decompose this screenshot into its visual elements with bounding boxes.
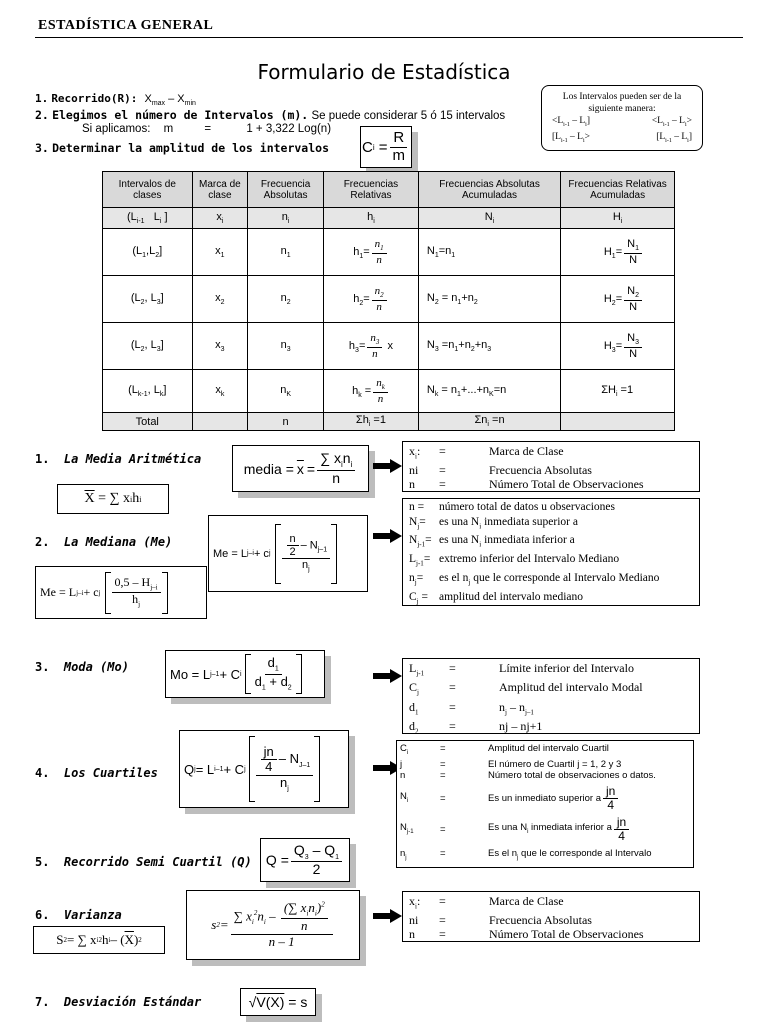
- table-header-row: Intervalos de clases Marca de clase Frecuencia Absolutas Frecuencias Relativas Frecuencias Absolutas Acumuladas Frecuencias Relativas Acumuladas: [103, 172, 675, 208]
- arrow-icon: [373, 670, 403, 682]
- varianza-definitions: $x_i$: = Marca de Clase ni = Frecuencia Absolutas n = Número Total de Observaciones: [402, 891, 700, 942]
- item-2-label: Elegimos el número de Intervalos (m).: [52, 108, 309, 122]
- mediana-formula-alt: Me = L j–i + c j $\frac{0,5 - H_{j-i}}{h_j}$: [35, 566, 207, 619]
- mediana-definitions: n = número total de datos u observaciones $N_j=$ es una $N_i$ inmediata superior a $N_{j-1}=$ es una $N_i$ inmediata inferior a $L_{j-1}=$ extremo inferior del Intervalo Mediano $n_j=$ es el $n_j$ que le corresponde al Intervalo Mediano $C_j$ = amplitud del intervalo mediano: [402, 498, 700, 606]
- item-1-number: 1.: [35, 92, 49, 105]
- media-formula: media = $\overline{x}$ = $\frac{\sum x_in_i}{n}$: [232, 445, 369, 492]
- desviacion-formula: √ V(X) = s: [240, 988, 316, 1016]
- table-total-row: Total n $\Sigma h_i =1$ $\Sigma n_i =n$: [103, 413, 675, 431]
- semicuartil-formula: Q = $\frac{Q_3 - Q_1}{2}$: [260, 838, 350, 882]
- frequency-table: [102, 171, 675, 431]
- table-row: ($L_2$, $L_3$] $x_3$ $n_3$ $h_3=$ $\frac{n_3}{n}$ x $N_3 =n_1+n_2+n_3$ $H_3=$ $\frac{N_3}{N}$: [103, 323, 675, 370]
- section-mediana: 2. La Mediana (Me): [35, 535, 173, 549]
- section-varianza: 6. Varianza: [35, 908, 122, 922]
- arrow-icon: [373, 910, 403, 922]
- table-row: $(L_1,L_2]$ $x_1$ $n_1$ $h_1=$ $\frac{n_1}{n}$ $N_1=n_1$ $H_1=$ $\frac{N_1}{N}$: [103, 229, 675, 276]
- cuartiles-definitions: $C_i$ = Amplitud del intervalo Cuartil j = El número de Cuartil j = 1, 2 y 3 n = Número total de observaciones o datos. $N_i$ = Es un inmediato superior a $\frac{jn}{4}$ $N_{j-1}$ = Es una $N_i$ inmediata inferior a $\frac{jn}{4}$ $n_j$ = Es el $n_j$ que le corresponde al Intervalo: [396, 740, 694, 868]
- table-symbol-row: ($L_{i-1}$ $L_i$ ] $x_i$ $n_i$ $h_i$ $N_i$ $H_i$: [103, 208, 675, 229]
- page-title: Formulario de Estadística: [257, 60, 511, 84]
- moda-formula: Mo = L j–1 + C i $\frac{d_1}{d_1 + d_2}$: [165, 650, 325, 698]
- mediana-formula: Me = L j–i + c j $\frac{n}{2}$ – $N_{j-1}$ $n_j$: [208, 515, 368, 592]
- section-media: 1. La Media Aritmética: [35, 452, 202, 466]
- item-1: [35, 92, 196, 107]
- header-title: ESTADÍSTICA GENERAL: [38, 18, 214, 33]
- section-desviacion: 7. Desviación Estándar: [35, 995, 202, 1009]
- arrow-icon: [373, 460, 403, 472]
- section-cuartiles: 4. Los Cuartiles: [35, 766, 158, 780]
- moda-definitions: $L_{j-1}$ = Límite inferior del Intervalo $C_j$ = Amplitud del intervalo Modal $d_1$ = $n_j - n_{j-1}$ $d_2$ = nj – nj+1: [402, 658, 700, 734]
- media-formula-alt: $\overline{X}$ = ∑ x i h i: [57, 484, 169, 514]
- section-moda: 3. Moda (Mo): [35, 660, 129, 674]
- item-3-label: Determinar la amplitud de los intervalos: [52, 141, 330, 155]
- amplitude-formula: C i = $\frac{R}{m}$: [360, 126, 412, 168]
- item-2-sub: Si aplicamos: m = 1 + 3,322 Log(n): [82, 123, 332, 135]
- cuartiles-formula: Q j = L i–1 + C j $\frac{jn}{4}$ – $N_{J-1}$ $n_j$: [179, 730, 349, 808]
- media-definitions: $x_i$: = Marca de Clase ni = Frecuencia Absolutas n = Número Total de Observaciones: [402, 441, 700, 492]
- item-2: [35, 108, 505, 122]
- item-3: [35, 141, 329, 155]
- section-semicuartil: 5. Recorrido Semi Cuartil (Q): [35, 855, 252, 869]
- item-3-number: 3.: [35, 141, 49, 155]
- arrow-icon: [373, 530, 403, 542]
- table-row: ($L_2$, $L_3$] $x_2$ $n_2$ $h_2=$ $\frac{n_2}{n}$ $N_2 = n_1+n_2$ $H_2=$ $\frac{N_2}{N}$: [103, 276, 675, 323]
- header-rule: [35, 37, 743, 38]
- item-2-number: 2.: [35, 108, 49, 122]
- varianza-formula: s 2 = ∑ $x_i^2n_i$ – $\frac{(\sum x_in_i)^2}{n}$ n – 1: [186, 890, 360, 960]
- interval-types-note: Los Intervalos pueden ser de la siguiente manera: $<L_{i-1} - L_i$] $<L_{i-1} - L_i>$ [$L_{i-1} - L_i>$ $[L_{i-1} - L_i]$: [541, 85, 703, 151]
- item-2-text: Se puede considerar 5 ó 15 intervalos: [311, 110, 506, 122]
- table-row: ($L_{k-1}$, $L_k$] $x_k$ $n_K$ $h_k$ = $\frac{n_k}{n}$ $N_k = n_1+...+n_K=n$ $\Sigma H_i =1$: [103, 370, 675, 413]
- varianza-formula-alt: S 2 = ∑ x i 2 h i – ( $\overline{X}$ ) 2: [33, 926, 165, 954]
- item-1-formula: $X_{max} - X_{min}$: [144, 93, 196, 108]
- item-1-label: Recorrido(R):: [51, 92, 138, 105]
